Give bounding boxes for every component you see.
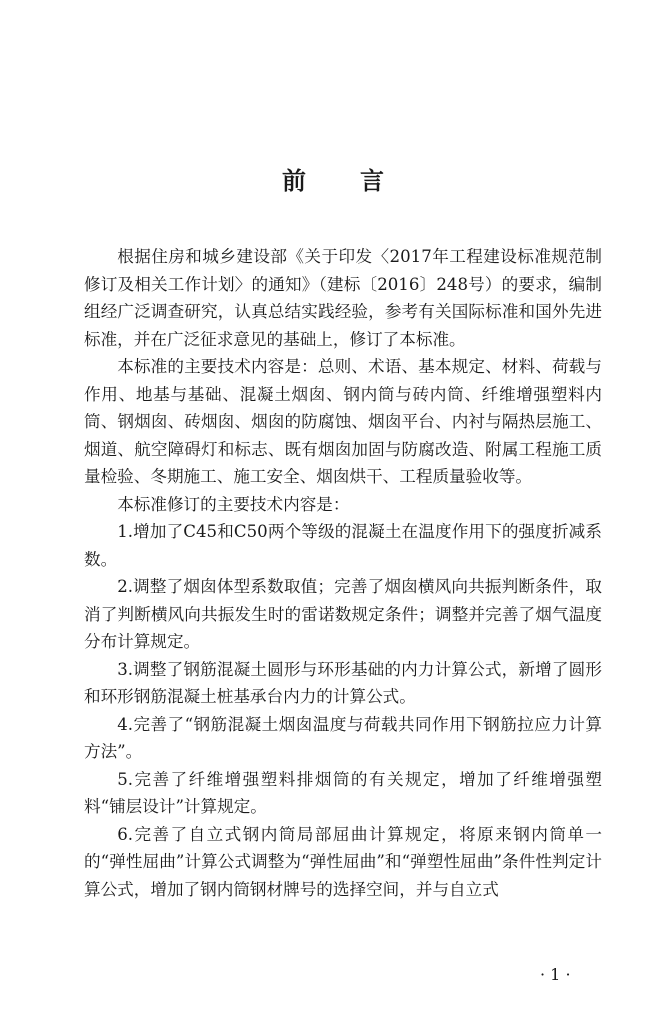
paragraph: 本标准的主要技术内容是：总则、术语、基本规定、材料、荷载与作用、地基与基础、混凝土烟囱、钢内筒与砖内筒、纤维增强塑料内筒、钢烟囱、砖烟囱、烟囱的防腐蚀、烟囱平台、内衬与隔热层施工、烟道、航空障碍灯和标志、既有烟囱加固与防腐改造、附属工程施工质量检验、冬期施工、施工安全、烟囱烘干、工程质量验收等。	[84, 357, 602, 486]
page-number: · 1 ·	[540, 965, 571, 984]
paragraph: 1.增加了C45和C50两个等级的混凝土在温度作用下的强度折减系数。	[84, 522, 602, 569]
title-char-2: 言	[360, 167, 384, 195]
paragraph: 4.完善了“钢筋混凝土烟囱温度与荷载共同作用下钢筋拉应力计算方法”。	[84, 714, 602, 761]
paragraph: 本标准修订的主要技术内容是：	[117, 494, 350, 514]
title-char-1: 前	[282, 167, 306, 195]
paragraph: 5.完善了纤维增强塑料排烟筒的有关规定，增加了纤维增强塑料“铺层设计”计算规定。	[84, 769, 602, 816]
paragraph: 2.调整了烟囱体型系数取值；完善了烟囱横风向共振判断条件，取消了判断横风向共振发生时的雷诺数规定条件；调整并完善了烟气温度分布计算规定。	[84, 577, 602, 651]
paragraph: 根据住房和城乡建设部《关于印发〈2017年工程建设标准规范制修订及相关工作计划〉的通知》（建标〔2016〕248号）的要求，编制组经广泛调查研究，认真总结实践经验，参考有关国际标准和国外先进标准，并在广泛征求意见的基础上，修订了本标准。	[84, 247, 602, 349]
body-text	[84, 243, 602, 903]
paragraph: 6.完善了自立式钢内筒局部屈曲计算规定，将原来钢内筒单一的“弹性屈曲”计算公式调整为“弹性屈曲”和“弹塑性屈曲”条件性判定计算公式，增加了钢内筒钢材牌号的选择空间，并与自立式	[84, 824, 602, 899]
paragraph: 3.调整了钢筋混凝土圆形与环形基础的内力计算公式，新增了圆形和环形钢筋混凝土桩基承台内力的计算公式。	[84, 659, 602, 706]
page-title	[0, 163, 666, 199]
